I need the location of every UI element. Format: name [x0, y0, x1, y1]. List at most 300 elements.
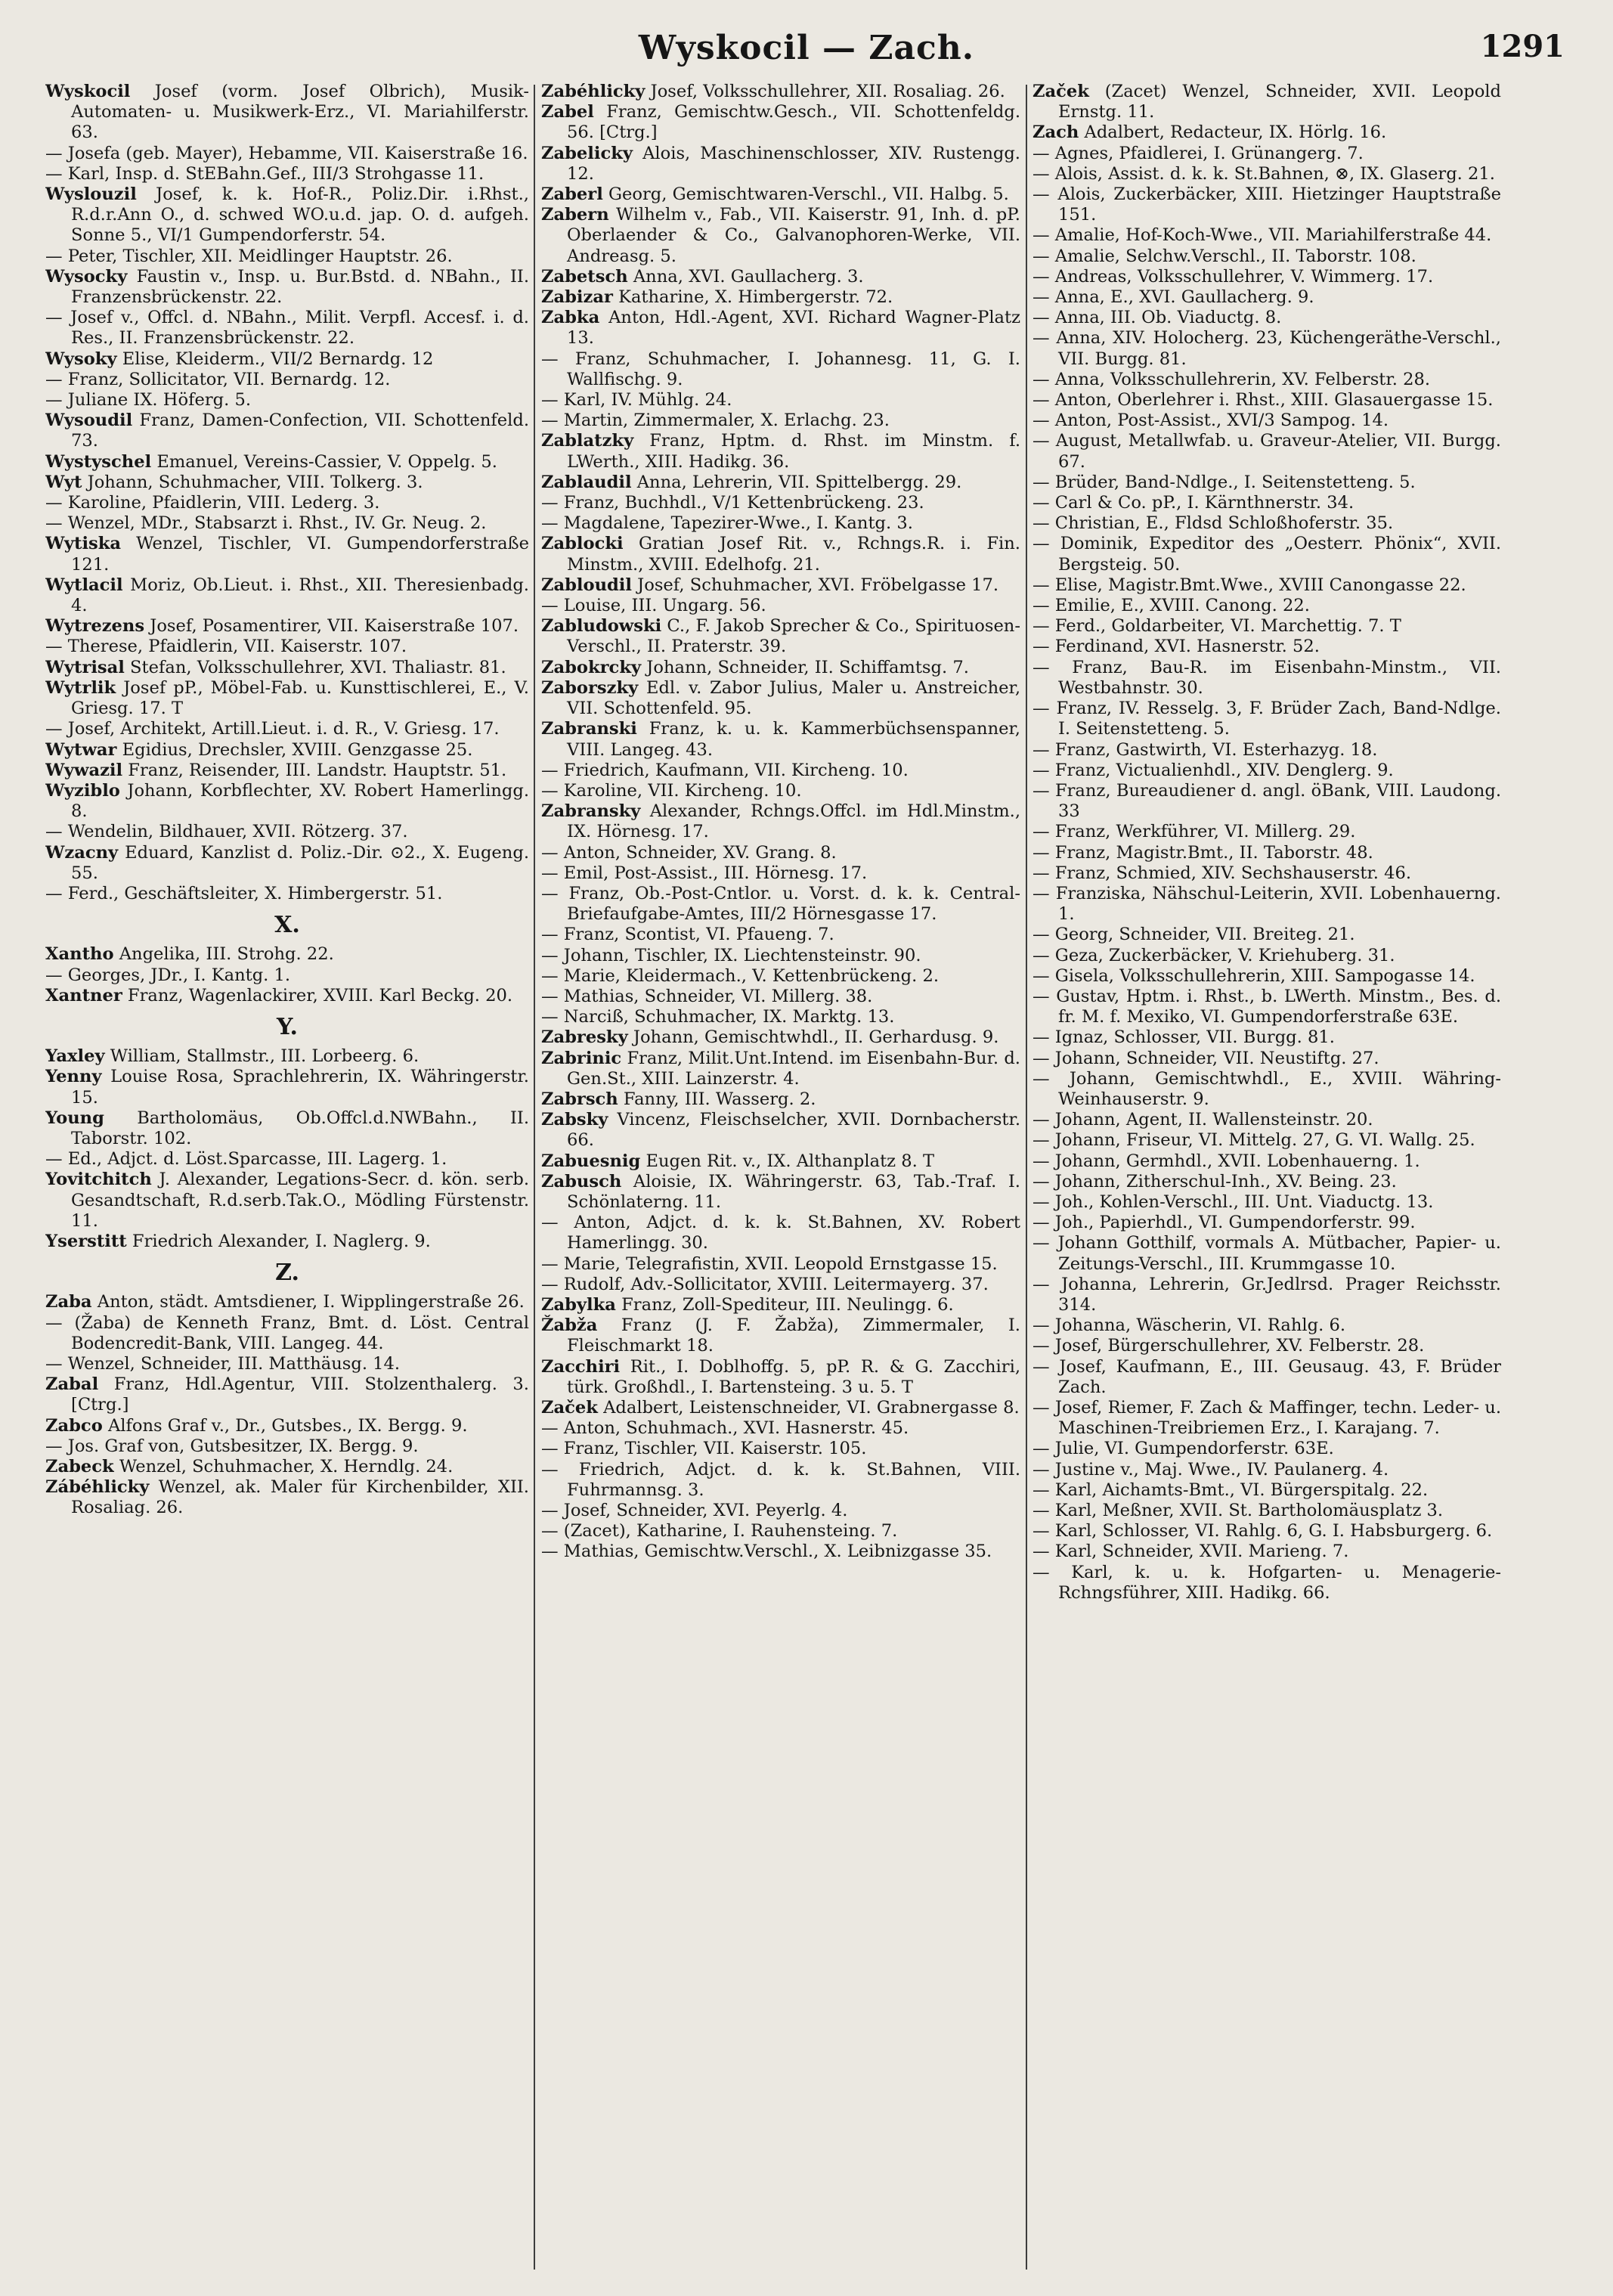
directory-entry: [541, 678, 1020, 719]
directory-entry: [45, 1108, 529, 1149]
entry-details: Josef, Posamentirer, VII. Kaiserstraße 107.: [144, 616, 519, 637]
entry-details: — Agnes, Pfaidlerei, I. Grünangerg. 7.: [1033, 143, 1364, 163]
entry-surname: Zabrinic: [541, 1048, 622, 1068]
directory-entry: [1033, 184, 1501, 225]
directory-entry: [45, 637, 529, 657]
directory-entry: [45, 740, 529, 761]
directory-entry: [45, 843, 529, 884]
entry-surname: Zábéhlicky: [45, 1477, 150, 1498]
entry-details: Franz (J. F. Žabža), Zimmermaler, I. Fleischmarkt 18.: [567, 1315, 1020, 1356]
entry-details: — Emil, Post-Assist., III. Hörnesg. 17.: [541, 863, 868, 883]
directory-entry: [1033, 1192, 1501, 1213]
directory-entry: [1033, 781, 1501, 822]
directory-entry: [45, 267, 529, 308]
entry-details: Wilhelm v., Fab., VII. Kaiserstr. 91, Inh. d. pP. Oberlaender & Co., Galvanophoren-Werke, VII. Andreasg. 5.: [567, 205, 1020, 266]
directory-entry: [541, 184, 1020, 205]
directory-entry: [541, 1172, 1020, 1213]
entry-details: William, Stallmstr., III. Lorbeerg. 6.: [104, 1046, 420, 1067]
entry-surname: Wytlacil: [45, 575, 123, 595]
directory-entry: [1033, 1110, 1501, 1130]
directory-entry: [45, 616, 529, 637]
entry-details: Rit., I. Doblhoffg. 5, pP. R. & G. Zacchiri, türk. Großhdl., I. Bartensteing. 3 u. 5. T: [567, 1356, 1020, 1397]
entry-details: — Anton, Schneider, XV. Grang. 8.: [541, 842, 837, 863]
entry-details: Eugen Rit. v., IX. Althanplatz 8. T: [640, 1151, 935, 1171]
entry-details: Johann, Schneider, II. Schiffamtsg. 7.: [641, 657, 969, 677]
entry-surname: Zabka: [541, 308, 600, 328]
entry-details: — Friedrich, Kaufmann, VII. Kircheng. 10.: [541, 760, 909, 780]
entry-details: — Justine v., Maj. Wwe., IV. Paulanerg. 4.: [1033, 1459, 1389, 1480]
directory-entry: [1033, 966, 1501, 987]
entry-surname: Zabusch: [541, 1171, 622, 1191]
entry-details: — Franziska, Nähschul-Leiterin, XVII. Lobenhauerng. 1.: [1033, 883, 1501, 925]
entry-details: — Franz, Buchhdl., V/1 Kettenbrückeng. 23.: [541, 493, 924, 513]
entry-surname: Wzacny: [45, 842, 119, 863]
directory-entry: [1033, 1460, 1501, 1480]
entry-details: — Anton, Adjct. d. k. k. St.Bahnen, XV. Robert Hamerlingg. 30.: [541, 1213, 1020, 1253]
page-header: [0, 29, 1613, 74]
entry-surname: Xantho: [45, 944, 114, 965]
entry-surname: Wywazil: [45, 760, 123, 780]
entry-details: — Anton, Schuhmach., XVI. Hasnerstr. 45.: [541, 1418, 909, 1439]
entry-surname: Začek: [1033, 82, 1089, 101]
entry-surname: Wytwar: [45, 739, 117, 760]
directory-entry: [45, 1046, 529, 1067]
entry-surname: Wyslouzil: [45, 184, 137, 205]
directory-entry: [1033, 863, 1501, 884]
entry-details: — Amalie, Hof-Koch-Wwe., VII. Mariahilferstraße 44.: [1033, 225, 1492, 246]
directory-entry: [1033, 513, 1501, 534]
directory-entry: [541, 1254, 1020, 1275]
entry-details: Louise Rosa, Sprachlehrerin, IX. Währingerstr. 15.: [71, 1067, 529, 1108]
directory-entry: [1033, 1439, 1501, 1459]
entry-details: Johann, Gemischtwhdl., II. Gerhardusg. 9.: [627, 1027, 999, 1048]
entry-details: Angelika, III. Strohg. 22.: [113, 944, 334, 965]
entry-details: — Jos. Graf von, Gutsbesitzer, IX. Bergg. 9.: [45, 1436, 419, 1456]
entry-details: Josef (vorm. Josef Olbrich), Musik-Automaten- u. Musikwerk-Erz., VI. Mariahilferstr. 63.: [71, 82, 529, 143]
directory-entry: [1033, 925, 1501, 945]
directory-entry: [541, 801, 1020, 842]
entry-surname: Young: [45, 1108, 104, 1128]
directory-entry: [45, 1354, 529, 1374]
entry-details: Franz, Milit.Unt.Intend. im Eisenbahn-Bur. d. Gen.St., XIII. Lainzerstr. 4.: [567, 1048, 1020, 1089]
directory-entry: [1033, 1357, 1501, 1398]
entry-details: Anna, XVI. Gaullacherg. 3.: [627, 266, 864, 287]
entry-details: — Gisela, Volksschullehrerin, XIII. Sampogasse 14.: [1033, 965, 1475, 986]
entry-surname: Zaberl: [541, 184, 603, 205]
entry-surname: Wytrlik: [45, 677, 116, 698]
entry-details: — Anna, E., XVI. Gaullacherg. 9.: [1033, 287, 1314, 308]
entry-details: — Dominik, Expeditor des „Oesterr. Phönix“, XVII. Bergsteig. 50.: [1033, 534, 1501, 575]
directory-entry: [1033, 164, 1501, 184]
entry-details: — Rudolf, Adv.-Sollicitator, XVIII. Leitermayerg. 37.: [541, 1274, 989, 1294]
directory-entry: [1033, 411, 1501, 431]
entry-surname: Zablaudil: [541, 472, 632, 492]
directory-entry: [45, 411, 529, 451]
directory-entry: [1033, 1315, 1501, 1336]
entry-details: — Johann, Friseur, VI. Mittelg. 27, G. VI. Wallg. 25.: [1033, 1130, 1475, 1151]
entry-details: — (Zacet), Katharine, I. Rauhensteing. 7.: [541, 1521, 898, 1542]
entry-details: — Ed., Adjct. d. Löst.Sparcasse, III. Lagerg. 1.: [45, 1149, 447, 1170]
entry-details: — Josef, Riemer, F. Zach & Maffinger, techn. Leder- u. Maschinen-Treibriemen Erz., I. Karajang. 7.: [1033, 1398, 1501, 1439]
directory-entry: [1033, 287, 1501, 308]
directory-entry: [1033, 637, 1501, 657]
directory-entry: [541, 1460, 1020, 1501]
entry-details: — Franz, Sollicitator, VII. Bernardg. 12.: [45, 369, 391, 389]
entry-details: Alois, Maschinenschlosser, XIV. Rustengg. 12.: [567, 143, 1020, 184]
entry-details: — Juliane IX. Höferg. 5.: [45, 390, 252, 411]
directory-entry: [45, 308, 529, 349]
entry-surname: Zabranski: [541, 719, 637, 739]
entry-surname: Zabeck: [45, 1457, 114, 1476]
directory-entry: [541, 1521, 1020, 1542]
entry-surname: Zabal: [45, 1374, 99, 1395]
directory-entry: [541, 513, 1020, 534]
directory-entry: [541, 946, 1020, 966]
directory-entry: [1033, 370, 1501, 390]
column-divider: [1026, 85, 1027, 2270]
entry-details: Johann, Schuhmacher, VIII. Tolkerg. 3.: [82, 472, 423, 492]
entry-details: — Karl, Aichamts-Bmt., VI. Bürgerspitalg. 22.: [1033, 1480, 1429, 1500]
entry-details: Edl. v. Zabor Julius, Maler u. Anstreicher, VII. Schottenfeld. 95.: [567, 677, 1020, 719]
directory-entry: [541, 616, 1020, 657]
directory-entry: [541, 1295, 1020, 1315]
directory-entry: [541, 1418, 1020, 1439]
entry-details: Wenzel, Schuhmacher, X. Herndlg. 24.: [113, 1457, 454, 1476]
directory-entry: [45, 1149, 529, 1170]
directory-entry: [45, 1292, 529, 1312]
directory-entry: [45, 781, 529, 822]
entry-details: — Johann, Gemischtwhdl., E., XVIII. Währing-Weinhauserstr. 9.: [1033, 1068, 1501, 1109]
entry-details: — Karl, Meßner, XVII. St. Bartholomäusplatz 3.: [1033, 1501, 1444, 1521]
entry-details: — Johann, Schneider, VII. Neustiftg. 27.: [1033, 1048, 1379, 1068]
directory-entry: [1033, 328, 1501, 369]
entry-details: — Therese, Pfaidlerin, VII. Kaiserstr. 107.: [45, 637, 407, 657]
directory-entry: [541, 411, 1020, 431]
directory-entry: [45, 986, 529, 1006]
entry-details: — Emilie, E., XVIII. Canong. 22.: [1033, 596, 1310, 616]
section-letter-heading: X.: [274, 912, 300, 939]
directory-entry: [1033, 1233, 1501, 1274]
directory-entry: [1033, 1501, 1501, 1521]
directory-entry: [1033, 616, 1501, 637]
directory-entry: [541, 473, 1020, 493]
entry-details: — Elise, Magistr.Bmt.Wwe., XVIII Canongasse 22.: [1033, 575, 1466, 595]
directory-entry: [45, 822, 529, 842]
entry-details: — Andreas, Volksschullehrer, V. Wimmerg. 17.: [1033, 266, 1434, 287]
entry-details: — Marie, Kleidermach., V. Kettenbrückeng. 2.: [541, 965, 940, 986]
directory-entry: [45, 534, 529, 575]
entry-surname: Zabco: [45, 1415, 103, 1436]
directory-entry: [45, 82, 529, 144]
directory-entry: [541, 596, 1020, 616]
directory-entry: [541, 863, 1020, 884]
entry-details: — Anton, Post-Assist., XVI/3 Sampog. 14.: [1033, 411, 1389, 431]
entry-details: Vincenz, Fleischselcher, XVII. Dornbacherstr. 66.: [567, 1110, 1020, 1151]
entry-details: — Ignaz, Schlosser, VII. Burgg. 81.: [1033, 1027, 1335, 1048]
directory-entry: [45, 184, 529, 246]
directory-entry: [541, 781, 1020, 801]
entry-details: Wenzel, Tischler, VI. Gumpendorferstraße 121.: [71, 534, 529, 575]
entry-details: Elise, Kleiderm., VII/2 Bernardg. 12: [116, 349, 434, 369]
directory-entry: [1033, 1049, 1501, 1069]
directory-entry: [1033, 1398, 1501, 1439]
entry-surname: Zablocki: [541, 534, 624, 554]
directory-entry: [45, 452, 529, 473]
entry-details: — Josef v., Offcl. d. NBahn., Milit. Verpfl. Accesf. i. d. Res., II. Franzensbrückenstr. 22.: [45, 308, 529, 349]
directory-entry: [45, 164, 529, 184]
entry-details: — Josefa (geb. Mayer), Hebamme, VII. Kaiserstraße 16.: [45, 143, 528, 163]
entry-surname: Zaba: [45, 1292, 92, 1312]
directory-entry: [45, 390, 529, 411]
entry-surname: Wystyschel: [45, 451, 152, 472]
directory-entry: [45, 678, 529, 719]
entry-details: — Franz, Bureaudiener d. angl. öBank, VIII. Laudong. 33: [1033, 780, 1501, 822]
entry-details: — Franz, Werkführer, VI. Millerg. 29.: [1033, 822, 1356, 842]
entry-surname: Zabylka: [541, 1294, 616, 1315]
entry-details: — Friedrich, Adjct. d. k. k. St.Bahnen, VIII. Fuhrmannsg. 3.: [541, 1459, 1020, 1500]
entry-details: — Anna, Volksschullehrerin, XV. Felberstr. 28.: [1033, 369, 1430, 389]
entry-details: Moriz, Ob.Lieut. i. Rhst., XII. Theresienbadg. 4.: [71, 575, 529, 616]
entry-details: Josef, Volksschullehrer, XII. Rosaliag. 26.: [645, 82, 1005, 101]
entry-details: — Georges, JDr., I. Kantg. 1.: [45, 965, 291, 985]
directory-entry: [45, 1477, 529, 1518]
entry-details: — Franz, Scontist, VI. Pfaueng. 7.: [541, 925, 834, 945]
directory-entry: [45, 1313, 529, 1354]
entry-details: — Franz, Tischler, VII. Kaiserstr. 105.: [541, 1439, 867, 1459]
entry-details: — Martin, Zimmermaler, X. Erlachg. 23.: [541, 411, 890, 431]
directory-entry: [1033, 1336, 1501, 1356]
entry-details: — Ferd., Geschäftsleiter, X. Himbergerstr. 51.: [45, 883, 443, 903]
entry-details: Friedrich Alexander, I. Naglerg. 9.: [126, 1231, 431, 1251]
entry-details: — Narciß, Schuhmacher, IX. Marktg. 13.: [541, 1007, 895, 1027]
directory-entry: [45, 493, 529, 513]
directory-entry: [1033, 82, 1501, 122]
entry-details: — Johann Gotthilf, vormals A. Mütbacher, Papier- u. Zeitungs-Verschl., III. Krummgasse 10.: [1033, 1233, 1501, 1274]
directory-entry: [1033, 946, 1501, 966]
entry-surname: Yovitchitch: [45, 1170, 152, 1190]
entry-surname: Zabransky: [541, 801, 641, 822]
page-number: 1291: [1480, 29, 1565, 64]
directory-column-3: [1033, 82, 1501, 2278]
entry-details: — Franz, Bau-R. im Eisenbahn-Minstm., VII. Westbahnstr. 30.: [1033, 657, 1501, 698]
directory-entry: [1033, 122, 1501, 143]
directory-entry: [45, 1067, 529, 1108]
entry-details: — (Žaba) de Kenneth Franz, Bmt. d. Löst. Central Bodencredit-Bank, VIII. Langeg. 44.: [45, 1312, 529, 1353]
directory-entry: [1033, 1521, 1501, 1542]
entry-surname: Wyskocil: [45, 82, 131, 101]
directory-entry: [1033, 1275, 1501, 1315]
entry-details: Eduard, Kanzlist d. Poliz.-Dir. ⊙2., X. Eugeng. 55.: [71, 842, 529, 883]
directory-entry: [541, 308, 1020, 349]
directory-entry: [45, 719, 529, 739]
column-divider: [534, 85, 535, 2270]
directory-entry: [1033, 534, 1501, 575]
entry-surname: Zabuesnig: [541, 1151, 641, 1171]
entry-details: — Georg, Schneider, VII. Breiteg. 21.: [1033, 925, 1355, 945]
entry-details: Franz, k. u. k. Kammerbüchsenspanner, VIII. Langeg. 43.: [567, 719, 1020, 760]
directory-entry: [1033, 843, 1501, 863]
entry-details: — Wenzel, MDr., Stabsarzt i. Rhst., IV. Gr. Neug. 2.: [45, 513, 487, 534]
directory-entry: [541, 1275, 1020, 1295]
entry-details: Egidius, Drechsler, XVIII. Genzgasse 25.: [116, 739, 473, 760]
entry-details: — Karl, Schlosser, VI. Rahlg. 6, G. I. Habsburgerg. 6.: [1033, 1521, 1493, 1542]
entry-details: Franz, Gemischtw.Gesch., VII. Schottenfeldg. 56. [Ctrg.]: [567, 102, 1020, 143]
directory-entry: [1033, 987, 1501, 1027]
directory-entry: [1033, 884, 1501, 925]
directory-entry: [1033, 1027, 1501, 1048]
entry-details: Franz, Hptm. d. Rhst. im Minstm. f. LWerth., XIII. Hadikg. 36.: [567, 431, 1020, 472]
entry-surname: Wysoudil: [45, 411, 133, 431]
directory-entry: [1033, 1480, 1501, 1501]
directory-entry: [1033, 308, 1501, 328]
entry-details: Katharine, X. Himbergerstr. 72.: [612, 287, 893, 308]
entry-details: — Mathias, Schneider, VI. Millerg. 38.: [541, 986, 873, 1006]
entry-details: Wenzel, ak. Maler für Kirchenbilder, XII. Rosaliag. 26.: [71, 1477, 529, 1518]
entry-details: — Karoline, VII. Kircheng. 10.: [541, 780, 802, 801]
directory-entry: [45, 349, 529, 370]
entry-details: — Christian, E., Fldsd Schloßhoferstr. 35.: [1033, 513, 1394, 534]
directory-entry: [541, 658, 1020, 678]
entry-details: — Peter, Tischler, XII. Meidlinger Hauptstr. 26.: [45, 246, 453, 266]
directory-entry: [541, 1049, 1020, 1089]
entry-details: — Karl, Schneider, XVII. Marieng. 7.: [1033, 1542, 1349, 1562]
entry-details: — Joh., Papierhdl., VI. Gumpendorferstr. 99.: [1033, 1213, 1416, 1233]
entry-details: — Alois, Zuckerbäcker, XIII. Hietzinger Hauptstraße 151.: [1033, 184, 1501, 225]
entry-details: — Ferdinand, XVI. Hasnerstr. 52.: [1033, 637, 1320, 657]
directory-entry: [541, 349, 1020, 390]
entry-details: Adalbert, Redacteur, IX. Hörlg. 16.: [1079, 122, 1387, 143]
entry-surname: Zabelicky: [541, 143, 633, 163]
directory-entry: [1033, 596, 1501, 616]
directory-entry: [1033, 1172, 1501, 1192]
entry-surname: Zablatzky: [541, 431, 634, 451]
entry-surname: Wyt: [45, 472, 82, 492]
entry-details: — Karl, Insp. d. StEBahn.Gef., III/3 Strohgasse 11.: [45, 163, 485, 184]
directory-entry: [541, 719, 1020, 760]
entry-surname: Zabel: [541, 102, 594, 122]
directory-entry: [541, 1357, 1020, 1398]
directory-entry: [541, 1398, 1020, 1418]
entry-details: — Karl, k. u. k. Hofgarten- u. Menagerie-Rchngsführer, XIII. Hadikg. 66.: [1033, 1562, 1501, 1603]
entry-details: — Wenzel, Schneider, III. Matthäusg. 14.: [45, 1353, 401, 1374]
entry-details: Anna, Lehrerin, VII. Spittelbergg. 29.: [631, 472, 962, 492]
entry-surname: Žabža: [541, 1315, 598, 1336]
entry-details: — Magdalene, Tapezirer-Wwe., I. Kantg. 3.: [541, 513, 913, 534]
entry-details: — Franz, Magistr.Bmt., II. Taborstr. 48.: [1033, 842, 1373, 863]
directory-entry: [541, 82, 1020, 102]
entry-details: Franz, Wagenlackirer, XVIII. Karl Beckg. 20.: [122, 985, 513, 1005]
entry-surname: Zabrsch: [541, 1089, 618, 1109]
entry-details: Franz, Hdl.Agentur, VIII. Stolzenthalerg. 3. [Ctrg.]: [71, 1374, 529, 1415]
entry-surname: Zabern: [541, 205, 609, 225]
directory-entry: [541, 144, 1020, 184]
entry-details: — Ferd., Goldarbeiter, VI. Marchettig. 7. T: [1033, 616, 1401, 637]
entry-details: — Johanna, Wäscherin, VI. Rahlg. 6.: [1033, 1315, 1346, 1336]
directory-entry: [541, 287, 1020, 308]
directory-entry: [45, 1436, 529, 1457]
directory-entry: [1033, 740, 1501, 761]
entry-details: C., F. Jakob Sprecher & Co., Spirituosen-Verschl., II. Praterstr. 39.: [567, 616, 1020, 657]
entry-details: — Mathias, Gemischtw.Verschl., X. Leibnizgasse 35.: [541, 1542, 992, 1562]
directory-entry: [541, 534, 1020, 575]
entry-details: — Josef, Schneider, XVI. Peyerlg. 4.: [541, 1501, 848, 1521]
entry-details: — Franz, Gastwirth, VI. Esterhazyg. 18.: [1033, 739, 1378, 760]
directory-entry: [541, 267, 1020, 287]
directory-entry: [541, 1213, 1020, 1253]
directory-entry: [1033, 144, 1501, 164]
entry-surname: Zabetsch: [541, 266, 628, 287]
entry-details: Josef, k. k. Hof-R., Poliz.Dir. i.Rhst., R.d.r.Ann O., d. schwed WO.u.d. jap. O. d. aufgeh. Sonne 5., VI/1 Gumpendorferstr. 54.: [71, 184, 529, 246]
directory-entry: [45, 370, 529, 390]
directory-entry: [1033, 473, 1501, 493]
entry-details: — Anton, Oberlehrer i. Rhst., XIII. Glasauergasse 15.: [1033, 390, 1494, 411]
entry-surname: Wytrezens: [45, 616, 145, 637]
entry-details: Georg, Gemischtwaren-Verschl., VII. Halbg. 5.: [602, 184, 1009, 205]
directory-entry: [45, 246, 529, 267]
entry-details: — Franz, Victualienhdl., XIV. Denglerg. 9.: [1033, 760, 1394, 780]
entry-details: Johann, Korbflechter, XV. Robert Hamerlingg. 8.: [71, 780, 529, 822]
entry-details: Faustin v., Insp. u. Bur.Bstd. d. NBahn., II. Franzensbrückenstr. 22.: [71, 266, 529, 308]
directory-entry: [541, 987, 1020, 1007]
directory-entry: [541, 1110, 1020, 1151]
directory-entry: [45, 513, 529, 534]
entry-details: — Joh., Kohlen-Verschl., III. Unt. Viaductg. 13.: [1033, 1191, 1434, 1212]
entry-details: — Gustav, Hptm. i. Rhst., b. LWerth. Minstm., Bes. d. fr. M. f. Mexiko, VI. Gumpendorferstraße 63E.: [1033, 986, 1501, 1027]
entry-details: — Anna, III. Ob. Viaductg. 8.: [1033, 308, 1282, 328]
entry-details: J. Alexander, Legations-Secr. d. kön. serb. Gesandtschaft, R.d.serb.Tak.O., Mödling Fürstenstr. 11.: [71, 1170, 529, 1231]
entry-details: — Alois, Assist. d. k. k. St.Bahnen, ⊗, IX. Glaserg. 21.: [1033, 163, 1495, 184]
entry-surname: Xantner: [45, 985, 122, 1005]
directory-entry: [541, 761, 1020, 781]
directory-entry: [541, 431, 1020, 472]
directory-entry: [1033, 225, 1501, 246]
entry-surname: Wyziblo: [45, 780, 120, 801]
directory-entry: [541, 1151, 1020, 1172]
directory-entry: [1033, 699, 1501, 739]
directory-entry: [541, 843, 1020, 863]
directory-entry: [541, 1007, 1020, 1027]
entry-details: — Johann, Tischler, IX. Liechtensteinstr. 90.: [541, 945, 921, 965]
directory-entry: [45, 144, 529, 164]
entry-details: — Wendelin, Bildhauer, XVII. Rötzerg. 37.: [45, 822, 408, 842]
directory-entry: [541, 1089, 1020, 1110]
directory-entry: [1033, 246, 1501, 267]
entry-details: — Franz, Schuhmacher, I. Johannesg. 11, G. I. Wallfischg. 9.: [541, 349, 1020, 389]
running-title: Wyskocil — Zach.: [638, 29, 975, 67]
directory-entry: [541, 205, 1020, 267]
directory-entry: [45, 1232, 529, 1252]
directory-entry: [541, 884, 1020, 925]
directory-entry: [541, 1439, 1020, 1459]
directory-entry: [1033, 493, 1501, 513]
entry-details: — Josef, Kaufmann, E., III. Geusaug. 43, F. Brüder Zach.: [1033, 1356, 1501, 1397]
section-letter-heading: Y.: [277, 1013, 298, 1040]
entry-details: Gratian Josef Rit. v., Rchngs.R. i. Fin. Minstm., XVIII. Edelhofg. 21.: [567, 534, 1020, 575]
entry-surname: Yaxley: [45, 1046, 105, 1067]
directory-entry: [1033, 1563, 1501, 1603]
entry-details: — Karl, IV. Mühlg. 24.: [541, 390, 732, 411]
directory-entry: [1033, 1151, 1501, 1172]
directory-entry: [541, 575, 1020, 596]
entry-details: — Karoline, Pfaidlerin, VIII. Lederg. 3.: [45, 493, 380, 513]
directory-entry: [1033, 1213, 1501, 1233]
entry-details: Stefan, Volksschullehrer, XVI. Thaliastr. 81.: [124, 657, 506, 677]
directory-entry: [45, 1457, 529, 1477]
directory-entry: [541, 1542, 1020, 1562]
directory-entry: [45, 658, 529, 678]
directory-entry: [1033, 267, 1501, 287]
directory-entry: [1033, 761, 1501, 781]
